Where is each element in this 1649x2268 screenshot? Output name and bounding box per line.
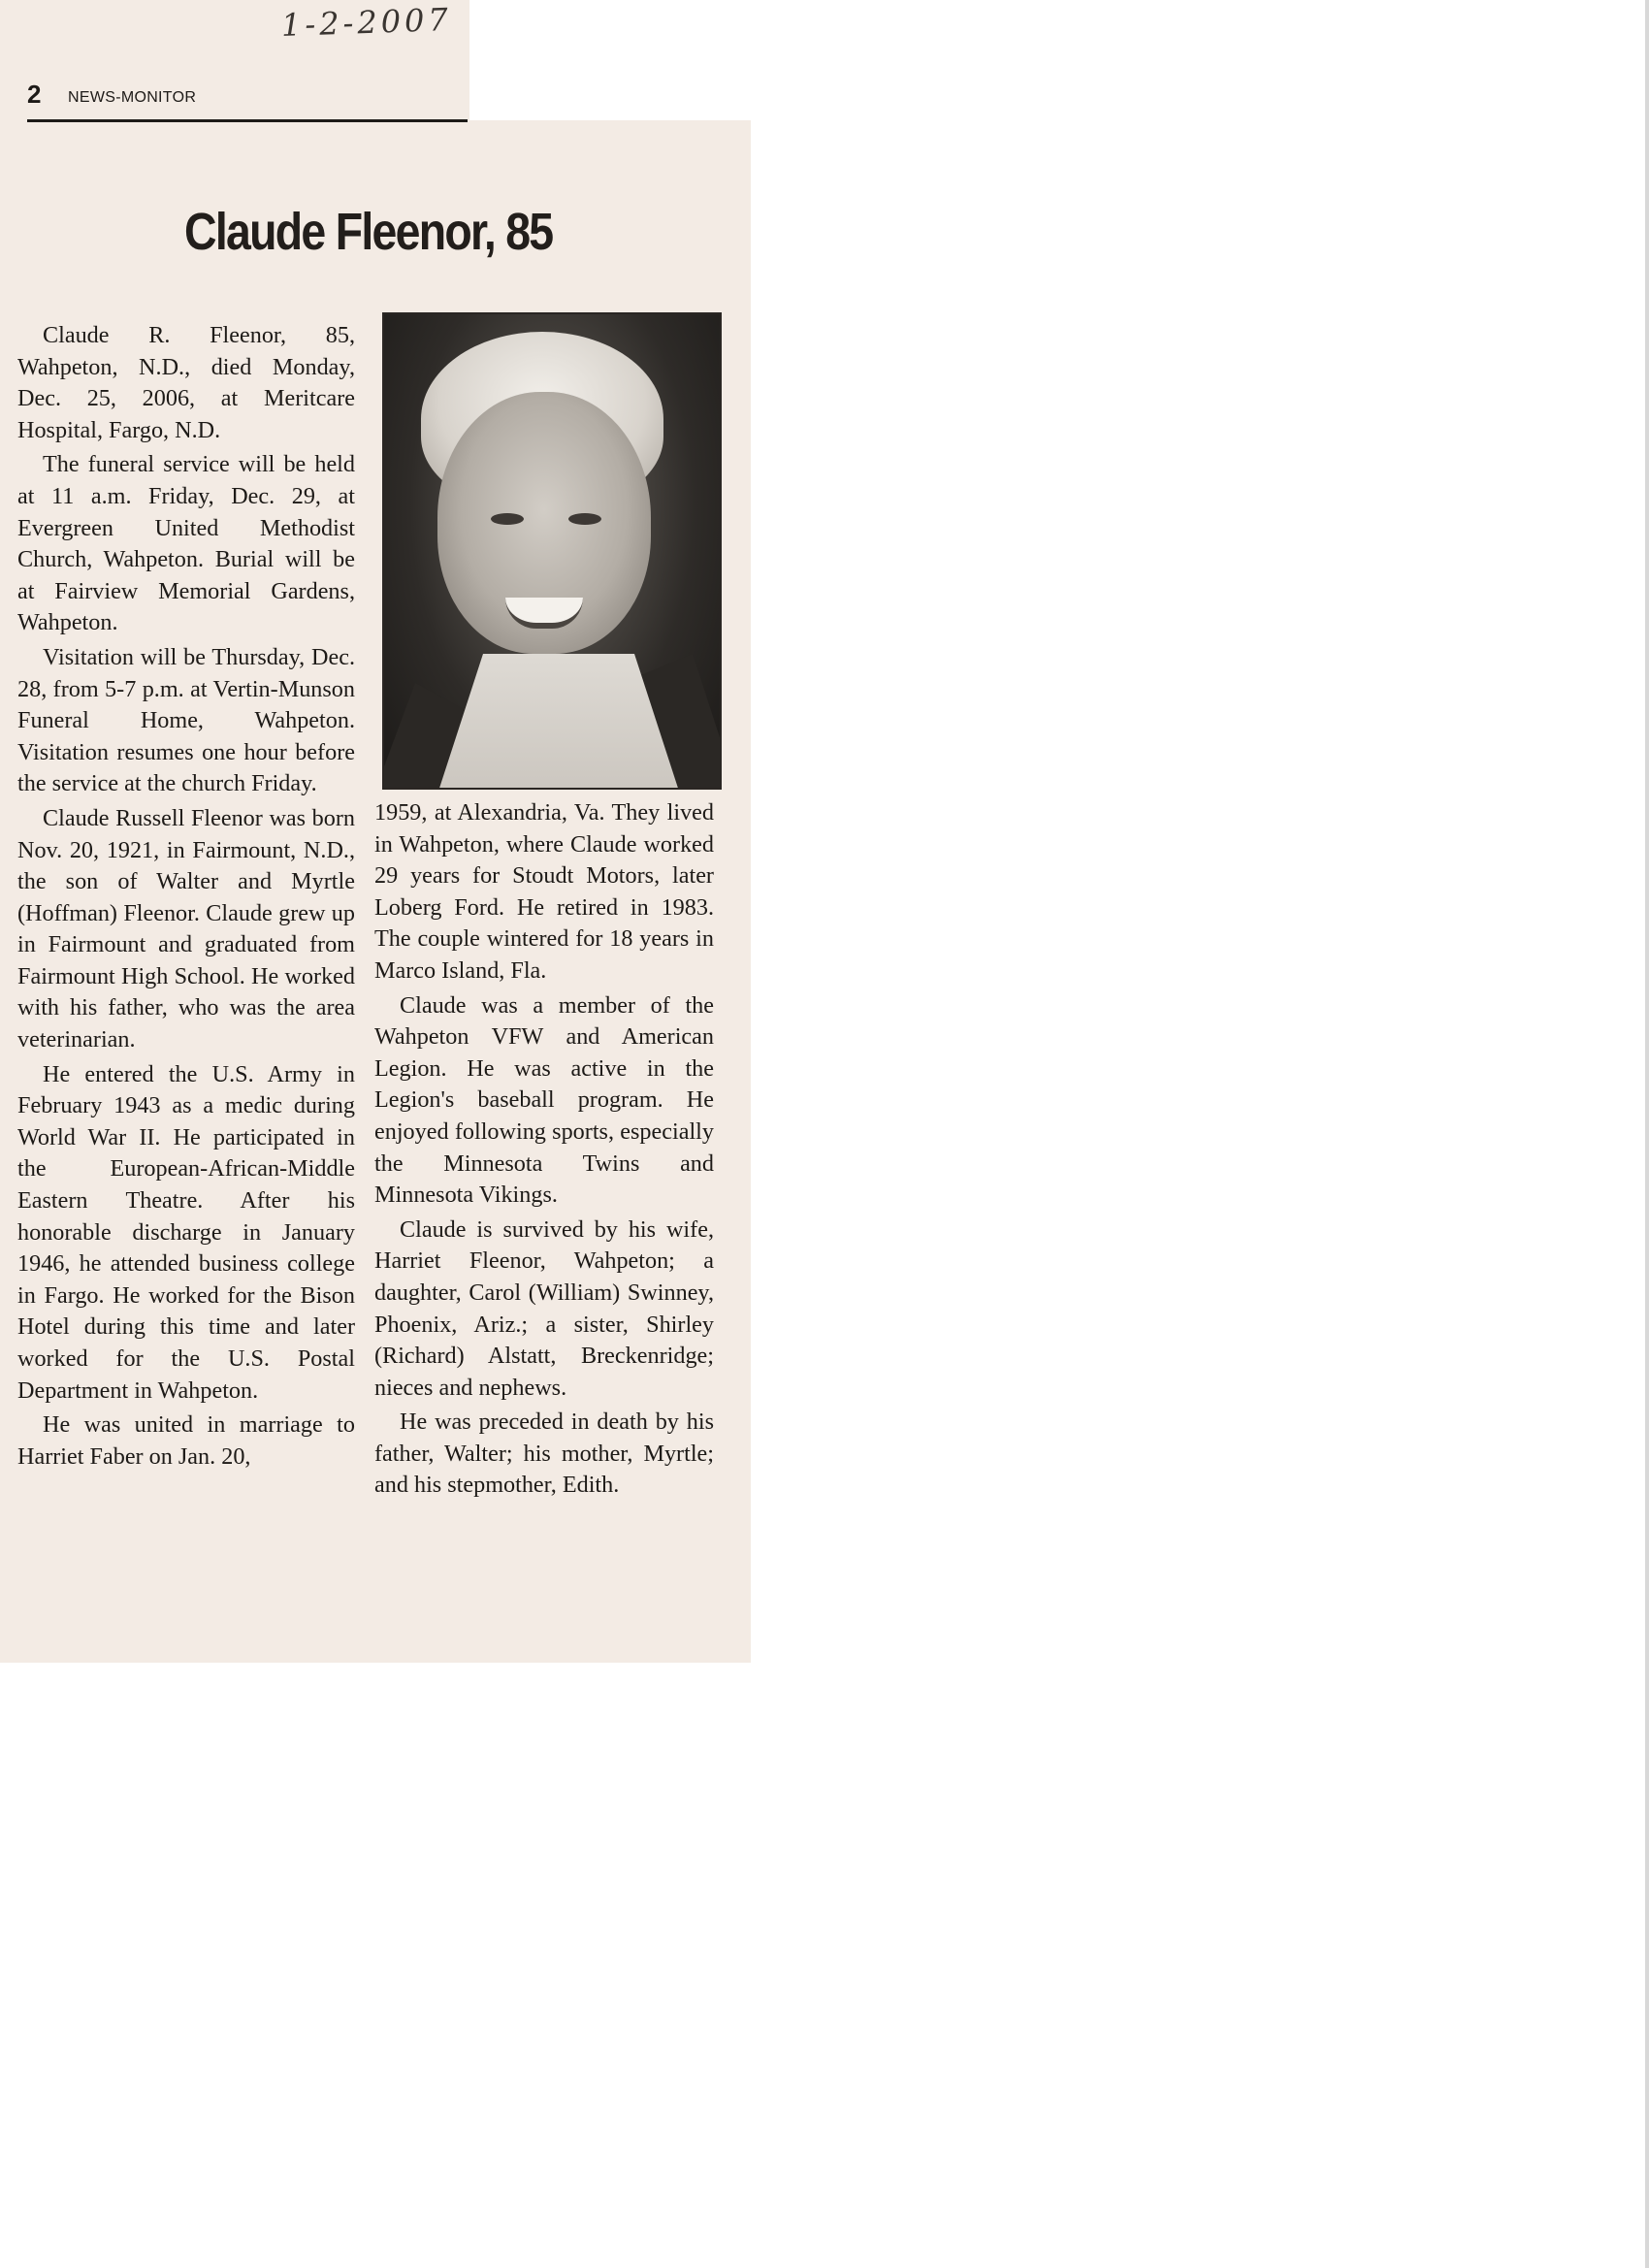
page-number: 2 xyxy=(27,80,42,109)
paragraph-military-career: He entered the U.S. Army in February 1943 as a medic during World War II. He participated in the European-African-Middle Eastern Theatre. After his honorable discharge in January 1946, he attended business college in Fargo. He worked for the Bison Hotel during this time and later worked for the U.S. Postal Department in Wahpeton. xyxy=(17,1060,355,1404)
right-text-column xyxy=(374,797,714,1505)
header-rule xyxy=(27,119,468,122)
left-text-column xyxy=(17,320,355,1475)
paragraph-early-life: Claude Russell Fleenor was born Nov. 20, 1921, in Fairmount, N.D., the son of Walter and Myrtle (Hoffman) Fleenor. Claude grew up in Fairmount and graduated from Fairmount High School. He worked with his father, who was the area veterinarian. xyxy=(17,804,355,1053)
photo-left-eye xyxy=(491,513,524,525)
photo-right-eye xyxy=(568,513,601,525)
paragraph-visitation: Visitation will be Thursday, Dec. 28, from 5-7 p.m. at Vertin-Munson Funeral Home, Wahpeton. Visitation resumes one hour before the service at the church Friday. xyxy=(17,643,355,797)
scanner-edge xyxy=(1645,0,1649,2268)
portrait-photo xyxy=(382,312,722,790)
paragraph-preceded-in-death: He was preceded in death by his father, Walter; his mother, Myrtle; and his stepmother, Edith. xyxy=(374,1409,714,1499)
paragraph-funeral-service: The funeral service will be held at 11 a.m. Friday, Dec. 29, at Evergreen United Methodist Church, Wahpeton. Burial will be at Fairview Memorial Gardens, Wahpeton. xyxy=(17,451,355,636)
handwritten-date: 1-2-2007 xyxy=(280,0,453,45)
paragraph-marriage-continued: 1959, at Alexandria, Va. They lived in Wahpeton, where Claude worked 29 years for Stoudt Motors, later Loberg Ford. He retired in 1983. The couple wintered for 18 years in Marco Island, Fla. xyxy=(374,799,714,984)
paragraph-survivors: Claude is survived by his wife, Harriet Fleenor, Wahpeton; a daughter, Carol (William) Swinney, Phoenix, Ariz.; a sister, Shirley (Richard) Alstatt, Breckenridge; nieces and nephews. xyxy=(374,1215,714,1401)
paragraph-marriage: He was united in marriage to Harriet Faber on Jan. 20, xyxy=(17,1411,355,1470)
publication-name: NEWS-MONITOR xyxy=(68,89,197,106)
obituary-headline: Claude Fleenor, 85 xyxy=(184,203,553,261)
paragraph-death-notice: Claude R. Fleenor, 85, Wahpeton, N.D., died Monday, Dec. 25, 2006, at Meritcare Hospital, Fargo, N.D. xyxy=(17,322,355,443)
paragraph-memberships: Claude was a member of the Wahpeton VFW and American Legion. He was active in the Legion's baseball program. He enjoyed following sports, especially the Minnesota Twins and Minnesota Vikings. xyxy=(374,991,714,1209)
